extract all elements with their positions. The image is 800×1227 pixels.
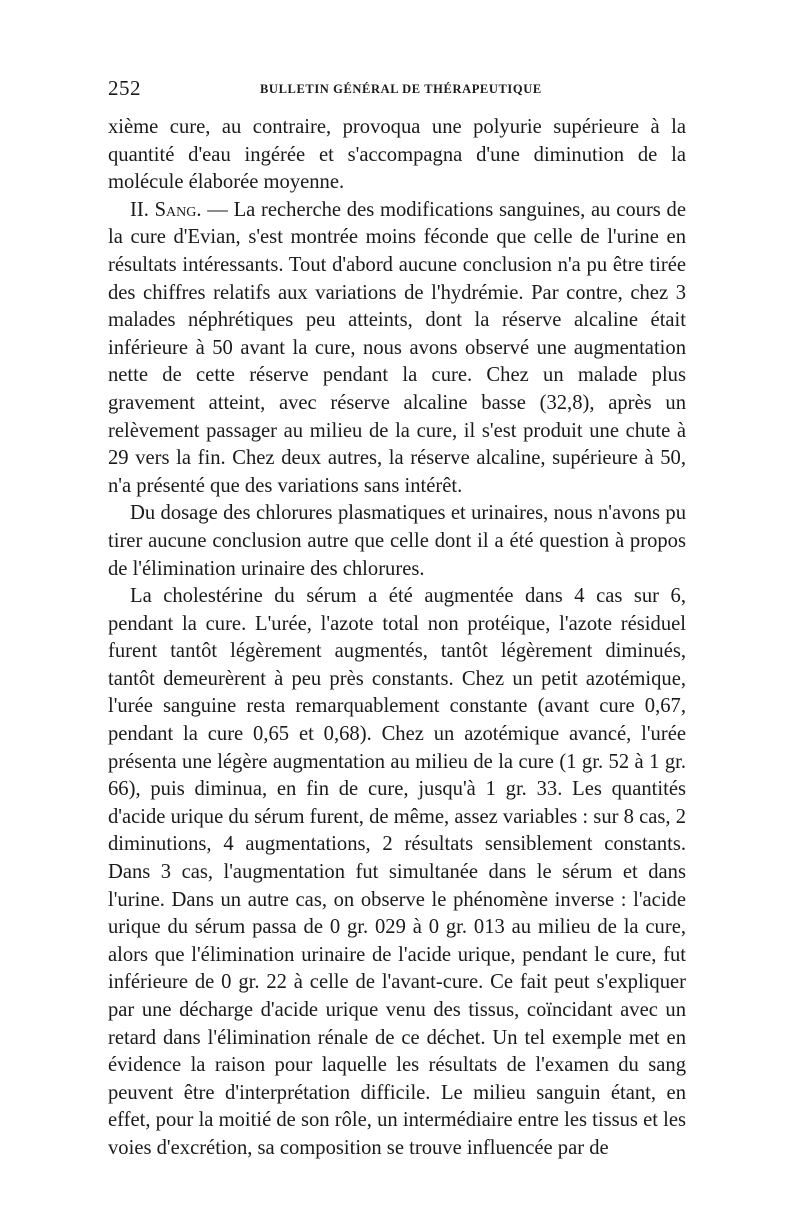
section-heading: II. Sang. [130,198,202,221]
paragraph-text: Du dosage des chlorures plasmatiques et urinaires, nous n'avons pu tirer aucune conclusion autre que celle dont il a été question à propos de l'élimination urinaire des chlorures. [108,502,686,580]
paragraph-text: xième cure, au contraire, provoqua une polyurie supérieure à la quantité d'eau ingérée et s'accompagna d'une diminution de la molécule élaborée moyenne. [108,116,686,194]
paragraph-text: La cholestérine du sérum a été augmentée dans 4 cas sur 6, pendant la cure. L'urée, l'azote total non protéique, l'azote résiduel furent tantôt légèrement augmentés, tantôt légèrement diminués, tantôt demeurèrent à peu près constants. Chez un petit azotémique, l'urée sanguine resta remarquablement constante (avant cure 0,67, pendant la cure 0,65 et 0,68). Chez un azotémique avancé, l'urée présenta une légère augmentation au milieu de la cure (1 gr. 52 à 1 gr. 66), puis diminua, en fin de cure, jusqu'à 1 gr. 33. Les quantités d'acide urique du sérum furent, de même, assez variables : sur 8 cas, 2 diminutions, 4 augmentations, 2 résultats sensiblement constants. Dans 3 cas, l'augmentation fut simultanée dans le sérum et dans l'urine. Dans un autre cas, on observe le phénomène inverse : l'acide urique du sérum passa de 0 gr. 029 à 0 gr. 013 au milieu de la cure, alors que l'élimination urinaire de l'acide urique, pendant le cure, fut inférieure de 0 gr. 22 à celle de l'avant-cure. Ce fait peut s'expliquer par une décharge d'acide urique venu des tissus, coïncidant avec un retard dans l'élimination rénale de ce déchet. Un tel exemple met en évidence la raison pour laquelle les résultats de l'examen du sang peuvent être d'interprétation difficile. Le milieu sanguin étant, en effet, pour la moitié de son rôle, un intermédiaire entre les tissus et les voies d'excrétion, sa composition se trouve influencée par de [108,585,686,1159]
paragraph-cholesterine [108,583,686,1162]
page-number: 252 [108,76,141,100]
paragraph-urine-continued [108,114,686,197]
paragraph-chlorures [108,500,686,583]
running-head [108,76,688,100]
paragraph-section-sang [108,197,686,501]
body-text [108,114,686,1163]
journal-title: BULLETIN GÉNÉRAL DE THÉRAPEUTIQUE [260,82,542,96]
paragraph-text: — La recherche des modifications sanguines, au cours de la cure d'Evian, s'est montrée moins féconde que celle de l'urine en résultats intéressants. Tout d'abord aucune conclusion n'a pu être tirée des chiffres relatifs aux variations de l'hydrémie. Par contre, chez 3 malades néphrétiques peu atteints, dont la réserve alcaline était inférieure à 50 avant la cure, nous avons observé une augmentation nette de cette réserve pendant la cure. Chez un malade plus gravement atteint, avec réserve alcaline basse (32,8), après un relèvement passager au milieu de la cure, il s'est produit une chute à 29 vers la fin. Chez deux autres, la réserve alcaline, supérieure à 50, n'a présenté que des variations sans intérêt. [108,198,686,497]
